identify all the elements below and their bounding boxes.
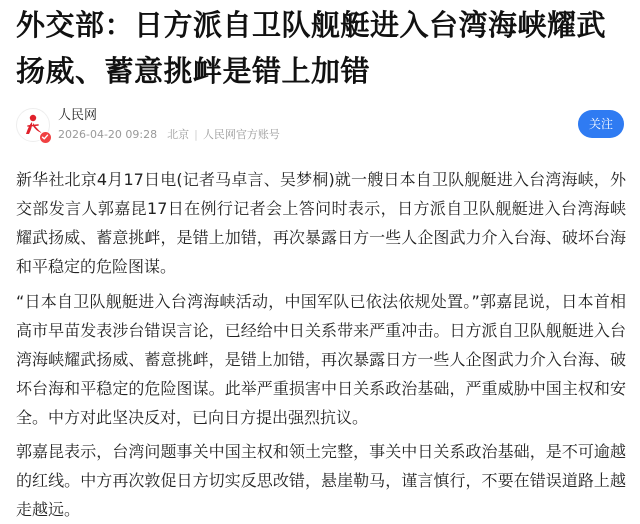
article-paragraph: 郭嘉昆表示，台湾问题事关中国主权和领土完整，事关中日关系政治基础，是不可逾越的红线。中方再次敦促日方切实反思改错，悬崖勒马，谨言慎行，不要在错误道路上越走越远。	[16, 442, 626, 519]
account-type: 人民网官方账号	[202, 128, 280, 141]
follow-button[interactable]: 关注	[578, 110, 624, 138]
publish-date: 2026-04-20 09:28	[58, 128, 158, 141]
article-title: 外交部：日方派自卫队舰艇进入台湾海峡耀武扬威、蓄意挑衅是错上加错	[16, 8, 607, 88]
article-paragraph: “日本自卫队舰艇进入台湾海峡活动，中国军队已依法依规处置。”郭嘉昆说，日本首相高市早苗发表涉台错误言论，已经给中日关系带来严重冲击。日方派自卫队舰艇进入台湾海峡耀武扬威、蓄意挑衅，是错上加错，再次暴露日方一些人企图武力介入台海、破坏台海和平稳定的危险图谋。此举严重损害中日关系政治基础，严重威胁中国主权和安全。中方对此坚决反对，已向日方提出强烈抗议。	[16, 292, 626, 427]
author-row	[16, 106, 624, 146]
source-info	[58, 127, 280, 143]
source-name[interactable]: 人民网	[58, 108, 98, 123]
article-paragraph: 新华社北京4月17日电(记者马卓言、吴梦桐)就一艘日本自卫队舰艇进入台湾海峡，外交部发言人郭嘉昆17日在例行记者会上答问时表示，日方派自卫队舰艇进入台湾海峡耀武扬威、蓄意挑衅，是错上加错，再次暴露日方一些人企图武力介入台海、破坏台海和平稳定的危险图谋。	[16, 170, 626, 276]
divider: |	[194, 128, 198, 141]
publish-location: 北京	[167, 128, 190, 141]
avatar[interactable]	[16, 108, 50, 142]
verified-badge-icon	[39, 131, 52, 144]
